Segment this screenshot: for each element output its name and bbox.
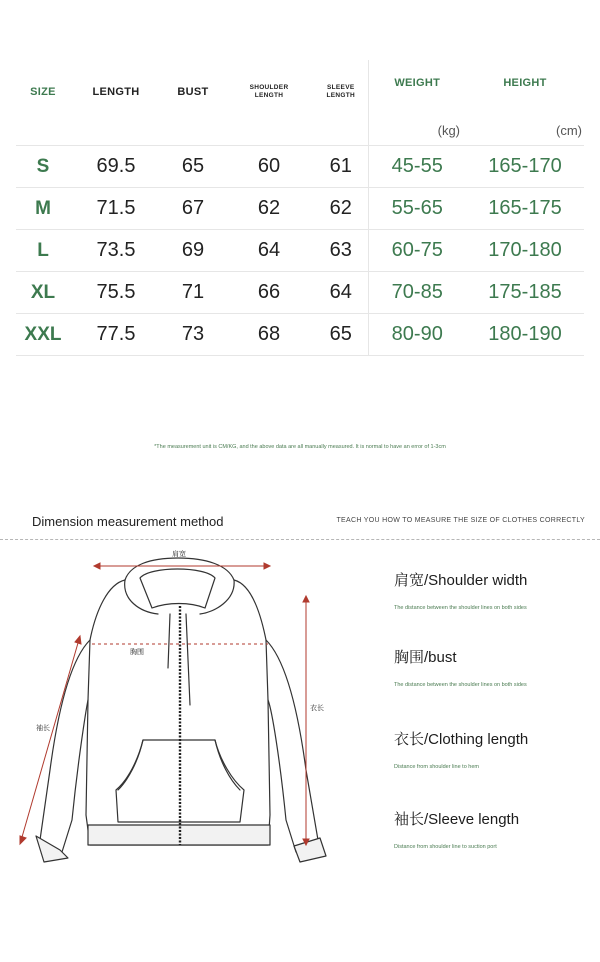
arrowhead (264, 563, 270, 569)
measure-item-desc: The distance between the shoulder lines on both sides (394, 605, 527, 611)
size-cell: XXL (16, 314, 70, 356)
table-row (16, 272, 584, 314)
table-row (16, 314, 584, 356)
bust-cell: 67 (162, 188, 224, 230)
size-cell: XL (16, 272, 70, 314)
length-cell: 77.5 (70, 314, 162, 356)
table-header-row (16, 60, 584, 123)
header-length: LENGTH (92, 85, 140, 98)
shoulder-cell: 62 (224, 188, 314, 230)
measure-item-desc: The distance between the shoulder lines on both sides (394, 682, 527, 688)
weight-cell: 80-90 (368, 314, 466, 356)
units-row (16, 123, 584, 146)
header-weight: WEIGHT (368, 60, 466, 123)
size-cell: S (16, 146, 70, 188)
shoulder-cell: 68 (224, 314, 314, 356)
measure-item-desc: Distance from shoulder line to suction port (394, 844, 497, 850)
measure-item-sleeve (394, 808, 519, 850)
weight-cell: 70-85 (368, 272, 466, 314)
label-shoulder: 肩宽 (172, 551, 186, 558)
measurement-guides (20, 563, 309, 845)
header-height: HEIGHT (503, 77, 547, 89)
bust-cell: 73 (162, 314, 224, 356)
arrowhead (75, 636, 81, 644)
size-cell: M (16, 188, 70, 230)
length-cell: 73.5 (70, 230, 162, 272)
measure-item-title: 衣长/Clothing length (394, 731, 529, 748)
section-title: Dimension measurement method (32, 514, 224, 529)
size-cell: L (16, 230, 70, 272)
sleeve-cell: 62 (314, 188, 368, 230)
weight-unit: (kg) (368, 123, 466, 146)
measure-item-bust (394, 646, 527, 688)
shoulder-cell: 60 (224, 146, 314, 188)
weight-cell: 45-55 (368, 146, 466, 188)
arrowhead (303, 596, 309, 602)
table-row (16, 230, 584, 272)
label-length: 衣长 (310, 705, 324, 712)
measurement-note: *The measurement unit is CM/KG, and the above data are all manually measured. It is normal to have an error of 1-3cm (154, 444, 446, 450)
measure-item-title: 胸围/bust (394, 649, 457, 666)
table-row (16, 188, 584, 230)
weight-cell: 60-75 (368, 230, 466, 272)
header-bust: BUST (177, 85, 209, 98)
size-chart-table (16, 60, 584, 356)
height-unit: (cm) (556, 123, 582, 138)
sleeve-cell: 63 (314, 230, 368, 272)
measure-item-shoulder (394, 569, 527, 611)
arrowhead (20, 836, 26, 844)
bust-cell: 71 (162, 272, 224, 314)
header-size: SIZE (30, 85, 56, 98)
table-row (16, 146, 584, 188)
height-cell: 180-190 (466, 314, 584, 356)
label-sleeve: 袖长 (36, 725, 50, 732)
arrowhead (94, 563, 100, 569)
length-cell: 71.5 (70, 188, 162, 230)
sleeve-cell: 65 (314, 314, 368, 356)
length-cell: 69.5 (70, 146, 162, 188)
header-shoulder-length: SHOULDER LENGTH (249, 83, 289, 99)
height-cell: 165-175 (466, 188, 584, 230)
hoodie-diagram (0, 540, 360, 880)
bust-cell: 65 (162, 146, 224, 188)
label-bust: 胸围 (130, 649, 144, 656)
height-cell: 170-180 (466, 230, 584, 272)
bust-cell: 69 (162, 230, 224, 272)
section-subtitle: TEACH YOU HOW TO MEASURE THE SIZE OF CLOTHES CORRECTLY (336, 517, 585, 524)
measure-item-desc: Distance from shoulder line to hem (394, 764, 479, 770)
measure-item-title: 肩宽/Shoulder width (394, 572, 528, 589)
height-cell: 165-170 (466, 146, 584, 188)
header-sleeve-length: SLEEVE LENGTH (326, 83, 356, 99)
sleeve-guide (20, 636, 80, 844)
height-cell: 175-185 (466, 272, 584, 314)
length-cell: 75.5 (70, 272, 162, 314)
measure-item-title: 袖长/Sleeve length (394, 811, 520, 828)
sleeve-cell: 61 (314, 146, 368, 188)
sleeve-cell: 64 (314, 272, 368, 314)
weight-cell: 55-65 (368, 188, 466, 230)
measure-item-length (394, 728, 528, 770)
shoulder-cell: 66 (224, 272, 314, 314)
shoulder-cell: 64 (224, 230, 314, 272)
